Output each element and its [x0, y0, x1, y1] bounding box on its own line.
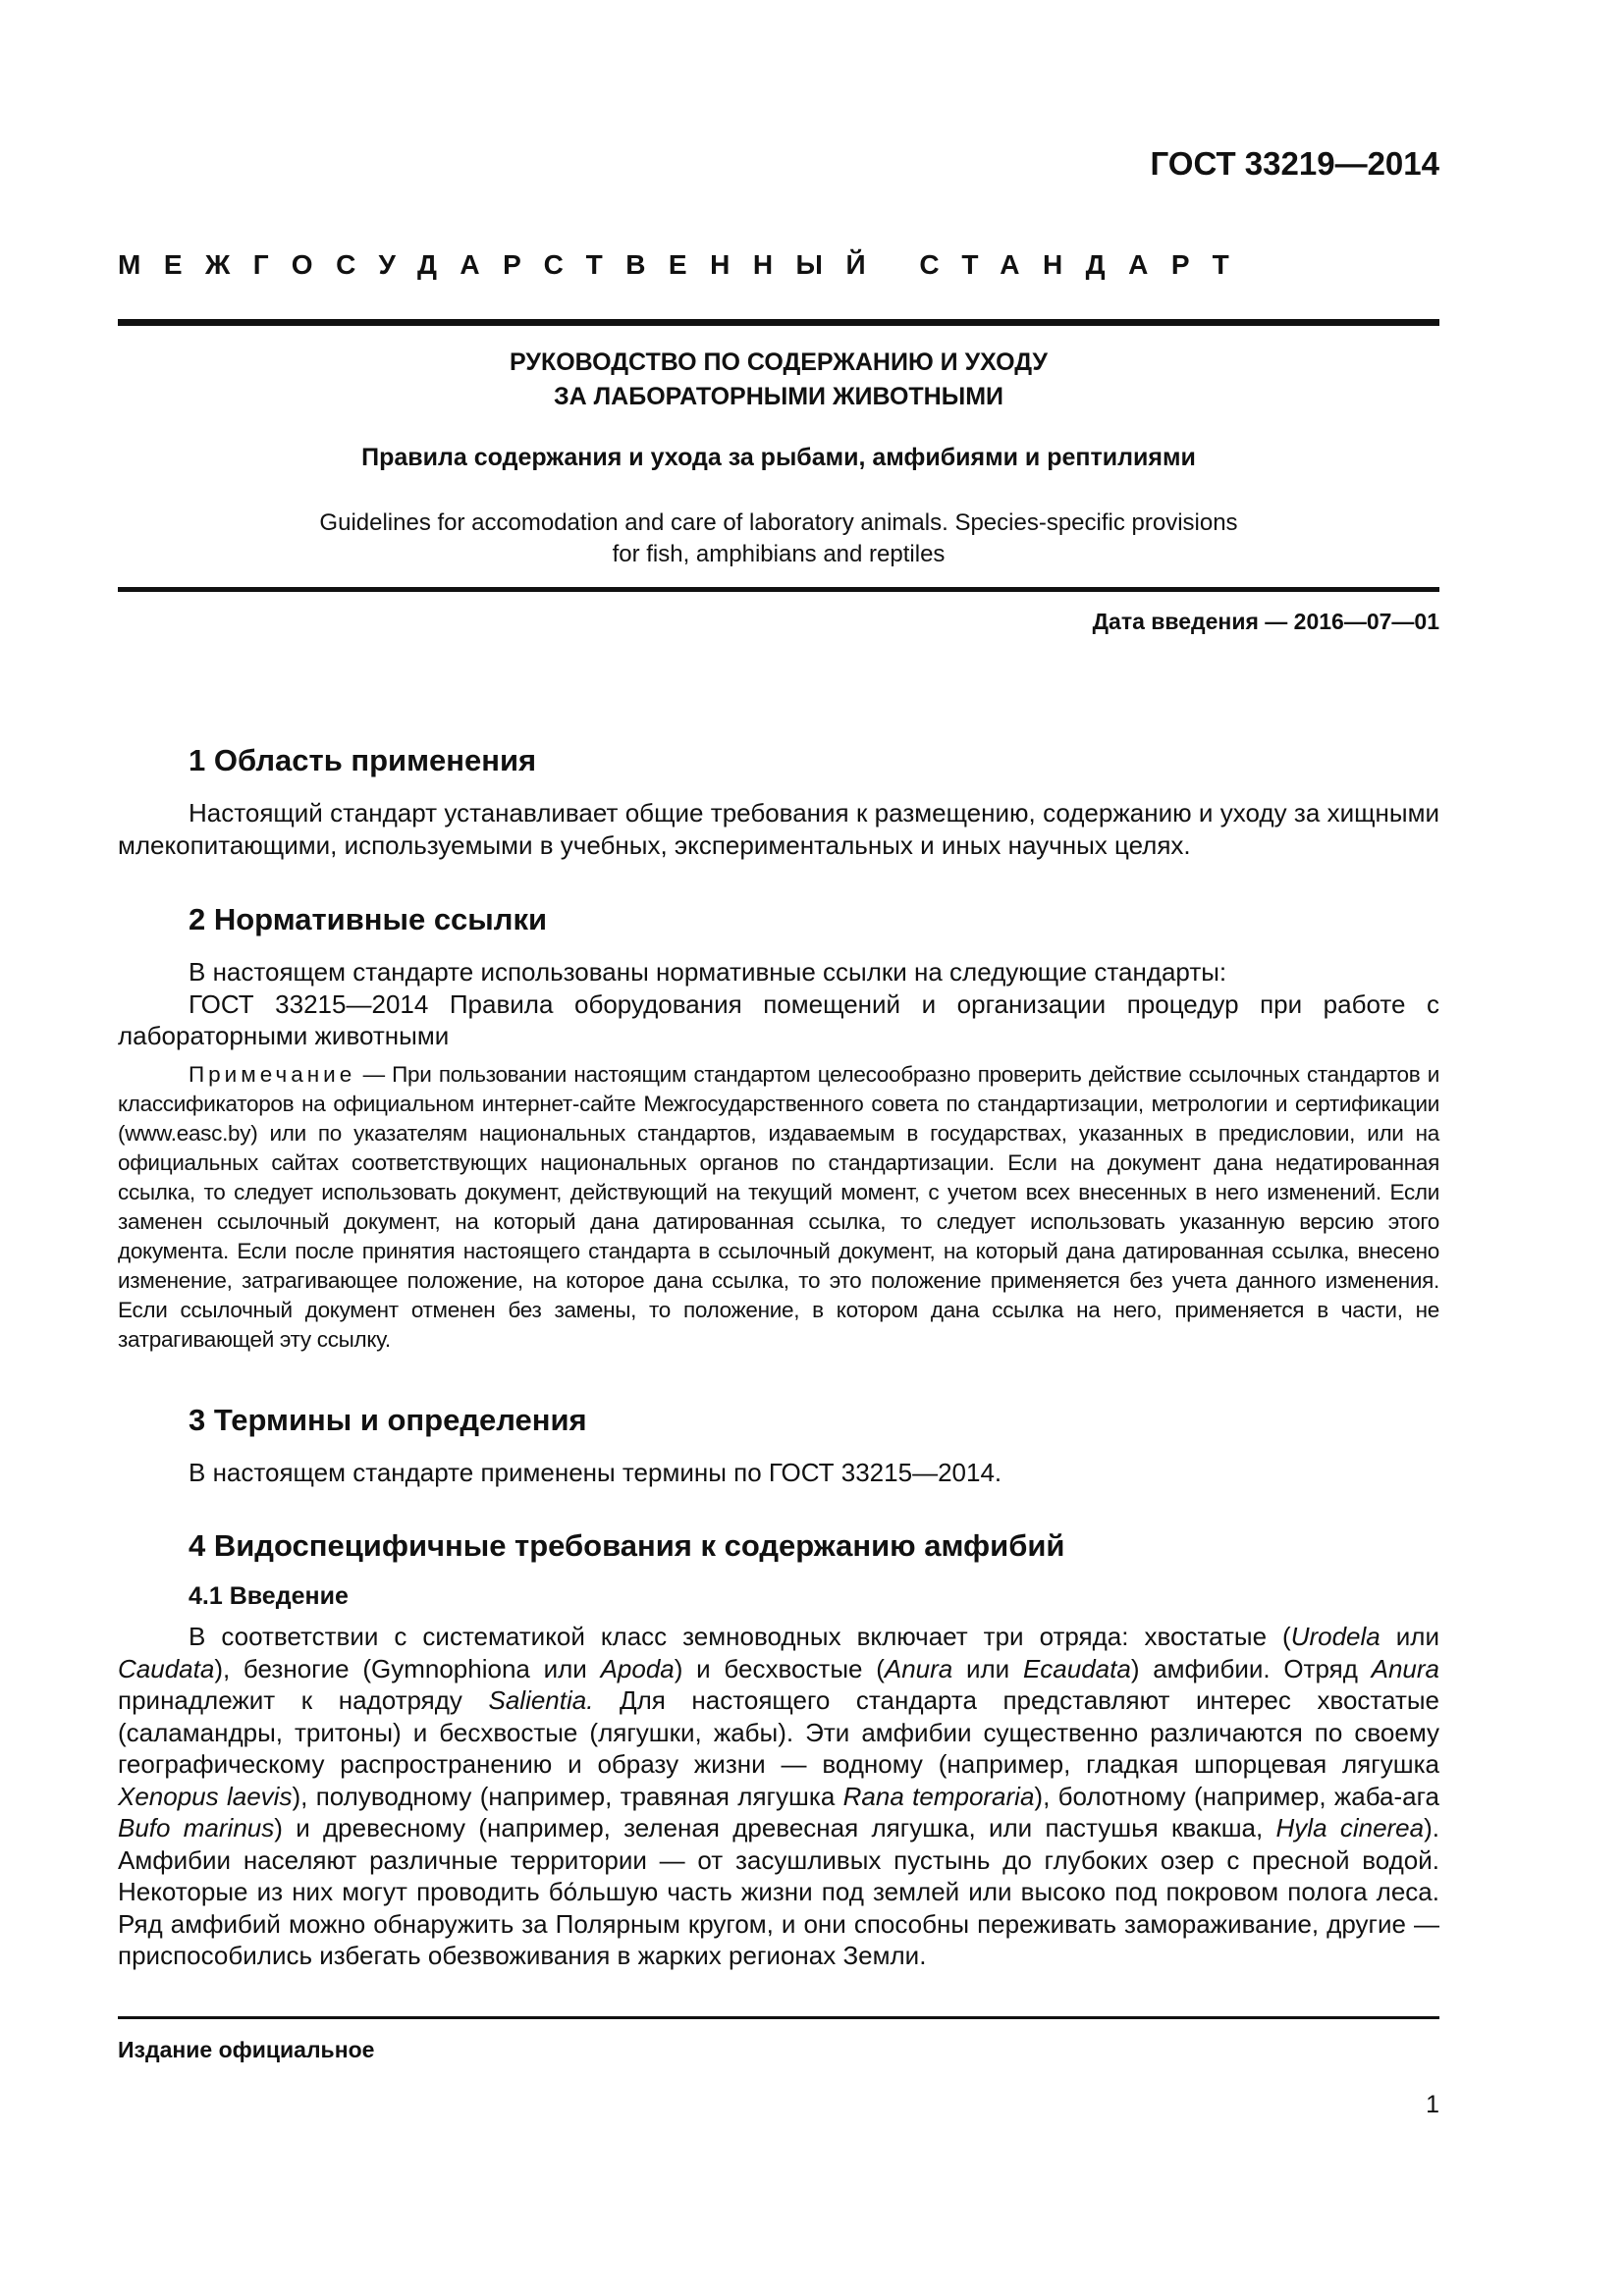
text-run: ), полуводному (например, травяная лягушка — [292, 1781, 843, 1811]
middle-rule — [118, 587, 1439, 592]
official-edition-label: Издание официальное — [118, 2037, 375, 2062]
text-run: ). Амфибии населяют различные территории — от засушливых пустынь до глубоких озер с пресной водой. Некоторые из них могут проводить бо́льшую часть жизни под землей или высоко под покровом полога леса. Ряд амфибий можно обнаружить за Полярным кругом, и они способны переживать замораживание, другие — приспособились избегать обезвоживания в жарких регионах Земли. — [118, 1813, 1439, 1970]
document-title — [118, 346, 1439, 414]
paragraph: ГОСТ 33215—2014 Правила оборудования помещений и организации процедур при работе с лабораторными животными — [118, 988, 1439, 1050]
latin-name: Xenopus laevis — [118, 1781, 293, 1811]
standard-type-heading: МЕЖГОСУДАРСТВЕННЫЙ СТАНДАРТ — [118, 249, 1253, 280]
paragraph: В настоящем стандарте применены термины по ГОСТ 33215—2014. — [189, 1458, 1002, 1487]
text-run: принадлежит к надотряду — [118, 1685, 489, 1715]
text-run: ) и древесному (например, зеленая древесная лягушка, или пастушья квакша, — [274, 1813, 1276, 1842]
latin-name: Bufo marinus — [118, 1813, 275, 1842]
latin-name: Hyla cinerea — [1275, 1813, 1425, 1842]
english-title — [118, 507, 1439, 570]
title-line-1: РУКОВОДСТВО ПО СОДЕРЖАНИЮ И УХОДУ — [510, 348, 1048, 376]
text-run: Для настоящего стандарта представляют интерес хвостатые (саламандры, тритоны) и бесхвостые (лягушки, жабы). Эти амфибии существенно различаются по своему географическому распространению и образу жизни — водному (например, гладкая шпорцевая лягушка — [118, 1685, 1439, 1779]
gost-number: ГОСТ 33219—2014 — [1150, 145, 1439, 182]
section-heading: 2 Нормативные ссылки — [189, 902, 548, 936]
text-run: или — [1380, 1622, 1439, 1651]
section-scope — [118, 741, 1439, 861]
note-label: Примечание — [189, 1061, 356, 1087]
english-title-line-2: for fish, amphibians and reptiles — [612, 541, 946, 567]
title-line-2: ЗА ЛАБОРАТОРНЫМИ ЖИВОТНЫМИ — [553, 383, 1004, 410]
text-run: ) и бесхвостые ( — [674, 1653, 885, 1683]
subsection-heading: 4.1 Введение — [189, 1582, 349, 1610]
top-rule — [118, 319, 1439, 326]
english-title-line-1: Guidelines for accomodation and care of laboratory animals. Species-specific provisions — [319, 509, 1238, 536]
note-text: — При пользовании настоящим стандартом целесообразно проверить действие ссылочных стандартов и классификаторов на официальном интернет-сайте Межгосударственного совета по стандартизации, метрологии и сертификации (www.easc.by) или по указателям национальных стандартов, издаваемым в государствах, указанных в предисловии, или на официальных сайтах соответствующих национальных органов по стандартизации. Если на документ дана недатированная ссылка, то следует использовать документ, действующий на текущий момент, с учетом всех внесенных в него изменений. Если заменен ссылочный документ, на который дана датированная ссылка, то следует использовать указанную версию этого документа. Если после принятия настоящего стандарта в ссылочный документ, на который дана датированная ссылка, внесено изменение, затрагивающее положение, на которое дана ссылка, то это положение применяется без учета данного изменения. Если ссылочный документ отменен без замены, то положение, в котором дана ссылка на него, применяется в части, не затрагивающей эту ссылку. — [118, 1061, 1439, 1352]
section-amphibians — [118, 1526, 1439, 1972]
introduction-date: Дата введения — 2016—07—01 — [1092, 609, 1439, 634]
latin-name: Apoda — [600, 1653, 675, 1683]
paragraph: В настоящем стандарте использованы нормативные ссылки на следующие стандарты: — [189, 957, 1227, 987]
latin-name: Anura — [1371, 1653, 1440, 1683]
latin-name: Urodela — [1290, 1622, 1380, 1651]
section-heading: 4 Видоспецифичные требования к содержанию амфибий — [189, 1528, 1065, 1563]
text-run: ), безногие (Gymnophiona или — [214, 1653, 601, 1683]
text-run: ) амфибии. Отряд — [1130, 1653, 1372, 1683]
latin-name: Caudata — [118, 1653, 215, 1683]
paragraph: Настоящий стандарт устанавливает общие требования к размещению, содержанию и уходу за хищными млекопитающими, используемыми в учебных, экспериментальных и иных научных целях. — [118, 798, 1439, 860]
bottom-rule — [118, 2016, 1439, 2019]
latin-name: Anura — [884, 1653, 953, 1683]
section-normative-references — [118, 900, 1439, 1355]
document-subtitle: Правила содержания и ухода за рыбами, амфибиями и рептилиями — [361, 444, 1196, 471]
latin-name: Rana temporaria — [842, 1781, 1035, 1811]
text-run: ), болотному (например, жаба-ага — [1034, 1781, 1440, 1811]
latin-name: Salientia. — [488, 1685, 594, 1715]
section-terms — [118, 1401, 1439, 1489]
section-heading: 3 Термины и определения — [189, 1403, 587, 1437]
note-paragraph — [118, 1060, 1439, 1355]
text-run: В соответствии с систематикой класс земноводных включает три отряда: хвостатые ( — [189, 1622, 1291, 1651]
text-run: или — [952, 1653, 1023, 1683]
paragraph — [118, 1621, 1439, 1972]
latin-name: Ecaudata — [1022, 1653, 1131, 1683]
page-number: 1 — [1426, 2091, 1439, 2118]
section-heading: 1 Область применения — [189, 743, 537, 777]
